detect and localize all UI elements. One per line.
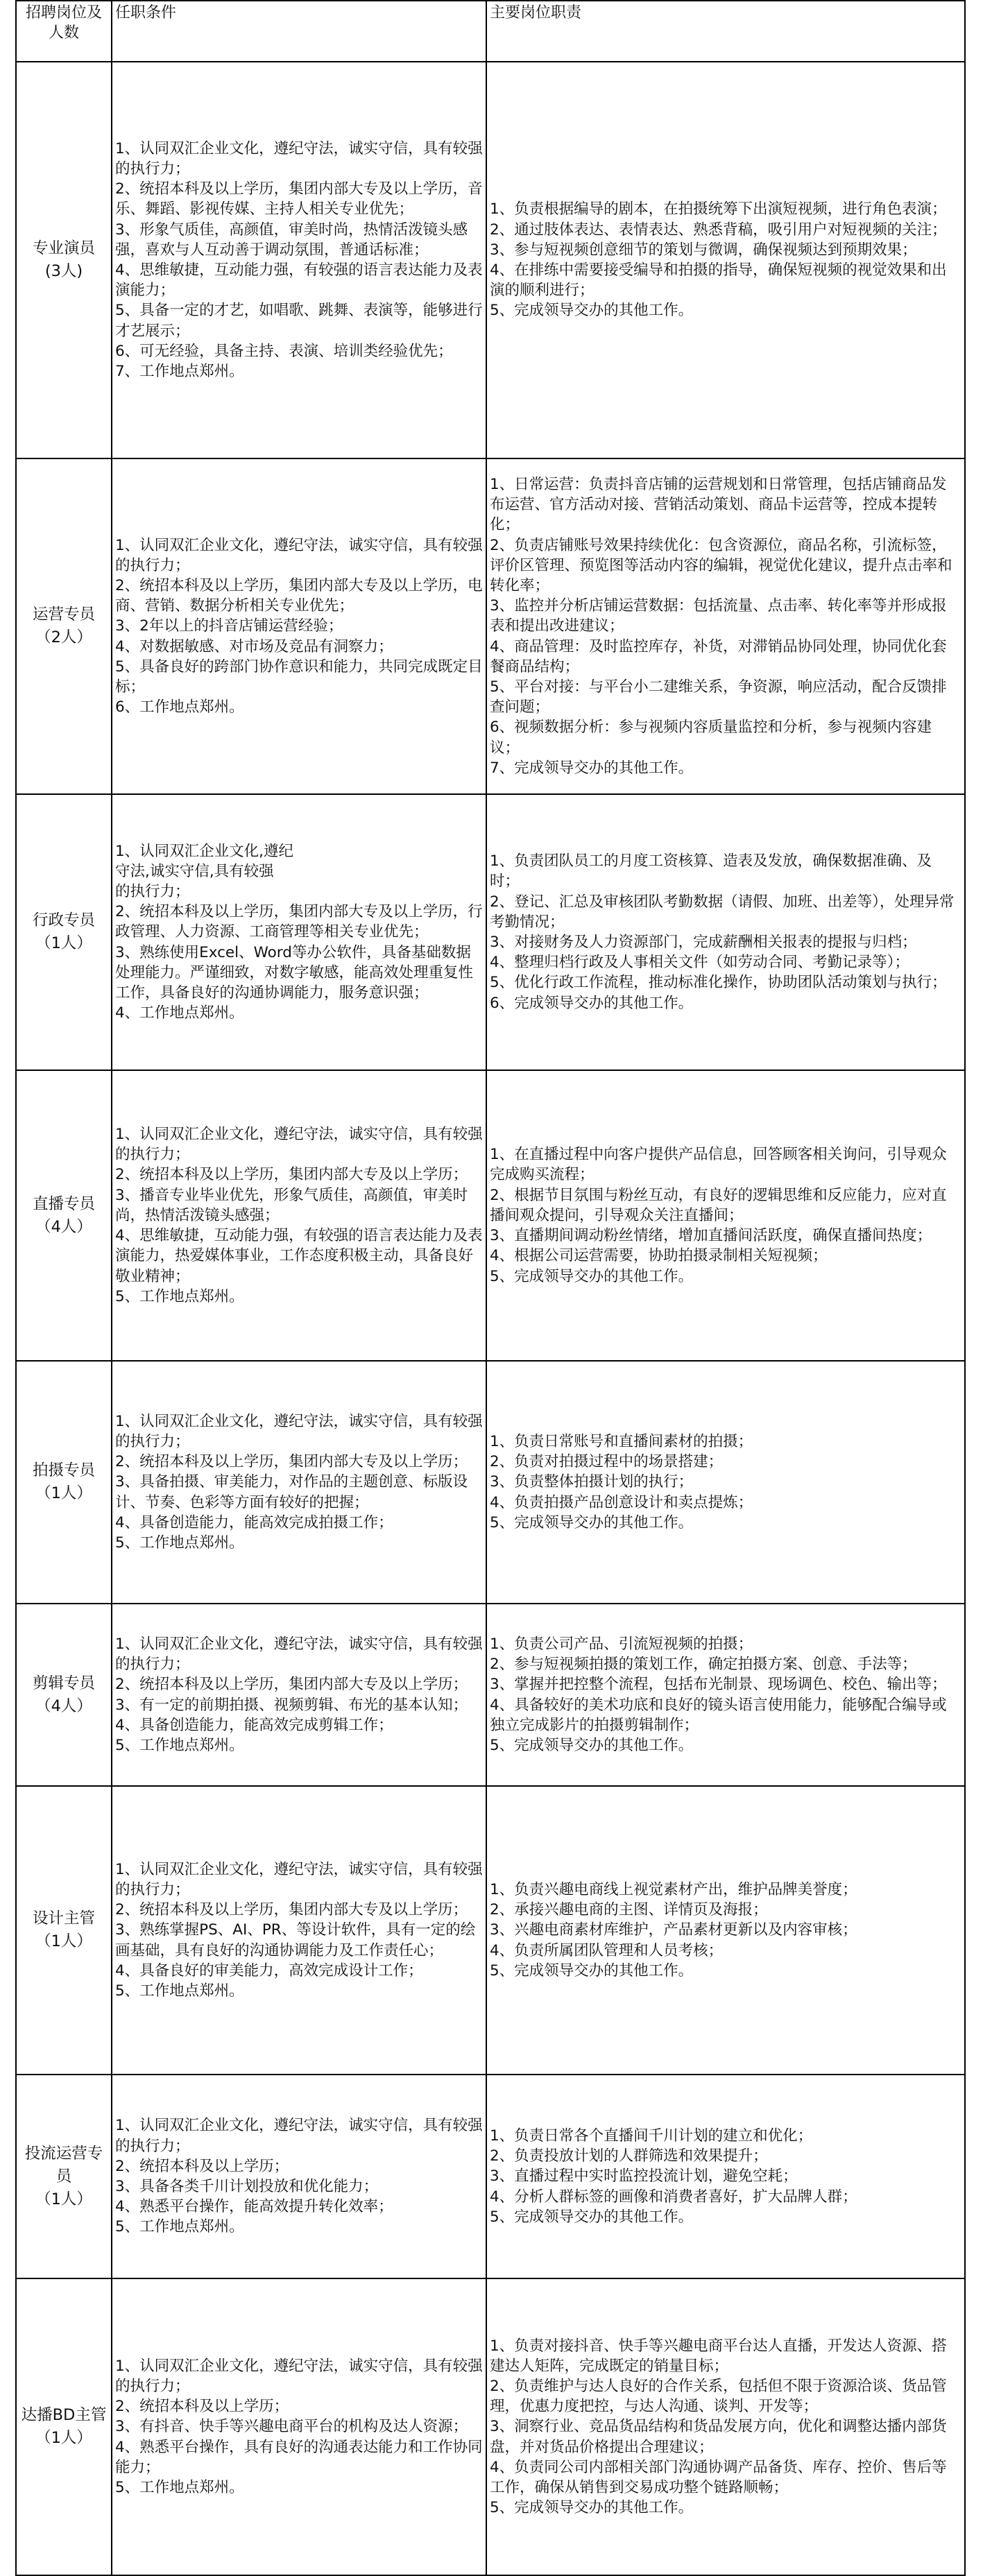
position-cell bbox=[16, 1361, 112, 1604]
duty-item: 4、整理归档行政及人事相关文件（如劳动合同、考勤记录等）； bbox=[490, 954, 909, 972]
duty-item: 4、商品管理：及时监控库存，补货，对滞销品协同处理，协同优化套餐商品结构； bbox=[490, 637, 947, 676]
position-name: 直播专员 bbox=[32, 1194, 95, 1213]
requirement-item: 3、具备拍摄、审美能力，对作品的主题创意、标版设计、节奏、色彩等方面有较好的把握； bbox=[115, 1473, 468, 1511]
duties-cell bbox=[486, 62, 965, 458]
duty-item: 1、日常运营：负责抖音店铺的运营规划和日常管理，包括店铺商品发布运营、官方活动对接、营销活动策划、商品卡运营等，控成本提转化； bbox=[490, 475, 947, 534]
requirement-item: 1、认同双汇企业文化，遵纪守法，诚实守信，具有较强的执行力； bbox=[115, 536, 483, 574]
duty-item: 1、负责兴趣电商线上视觉素材产出，维护品牌美誉度； bbox=[490, 1880, 857, 1898]
requirement-item: 1、认同双汇企业文化，遵纪守法，诚实守信，具有较强的执行力； bbox=[115, 1126, 483, 1164]
position-cell bbox=[16, 1786, 112, 2075]
requirement-item: 4、工作地点郑州。 bbox=[115, 1004, 244, 1022]
duty-item: 2、负责店铺账号效果持续优化：包含资源位，商品名称，引流标签，评价区管理、预览图等活动内容的编辑，视觉优化建议，提升点击率和转化率； bbox=[490, 536, 952, 594]
requirement-item: 1、认同双汇企业文化，遵纪守法，诚实守信，具有较强的执行力； bbox=[115, 1412, 483, 1450]
requirements-cell bbox=[112, 2075, 486, 2278]
duty-item: 2、负责维护与达人良好的合作关系，包括但不限于资源洽谈、货品管理，优惠力度把控，与达人沟通、谈判、开发等； bbox=[490, 2377, 947, 2416]
duty-item: 1、负责日常账号和直播间素材的拍摄； bbox=[490, 1432, 753, 1450]
duty-item: 7、完成领导交办的其他工作。 bbox=[490, 759, 694, 777]
table-row bbox=[16, 458, 965, 794]
requirement-item: 2、统招本科及以上学历，集团内部大专及以上学历，音乐、舞蹈、影视传媒、主持人相关专业优先； bbox=[115, 180, 483, 218]
table-row bbox=[16, 2075, 965, 2278]
table-row bbox=[16, 1604, 965, 1786]
duty-item: 5、完成领导交办的其他工作。 bbox=[490, 2499, 694, 2517]
header-requirements: 任职条件 bbox=[112, 1, 486, 62]
requirement-item: 4、对数据敏感、对市场及竞品有洞察力； bbox=[115, 637, 393, 655]
requirement-item: 1、认同双汇企业文化，遵纪守法，诚实守信，具有较强的执行力； bbox=[115, 2117, 483, 2155]
position-headcount: （4人） bbox=[35, 1697, 92, 1715]
duty-item: 2、根据节目氛围与粉丝互动，有良好的逻辑思维和反应能力，应对直播间观众提问，引导观众关注直播间； bbox=[490, 1186, 947, 1224]
duty-item: 6、完成领导交办的其他工作。 bbox=[490, 994, 694, 1012]
duty-item: 3、洞察行业、竞品货品结构和货品发展方向，优化和调整达播内部货盘，并对货品价格提出合理建议； bbox=[490, 2418, 947, 2456]
requirement-item: 3、熟练使用Excel、Word等办公软件，具备基础数据处理能力。严谨细致，对数字敏感，能高效处理重复性工作，具备良好的沟通协调能力，服务意识强； bbox=[115, 943, 474, 1002]
requirement-item: 4、思维敏捷，互动能力强，有较强的语言表达能力及表演能力，热爱媒体事业，工作态度积极主动，具备良好敬业精神； bbox=[115, 1227, 483, 1285]
requirement-item: 6、可无经验，具备主持、表演、培训类经验优先； bbox=[115, 342, 453, 360]
duty-item: 3、对接财务及人力资源部门，完成薪酬相关报表的提报与归档； bbox=[490, 934, 917, 951]
requirement-item: 4、具备良好的审美能力，高效完成设计工作； bbox=[115, 1961, 423, 1980]
duty-item: 5、完成领导交办的其他工作。 bbox=[490, 302, 694, 320]
duty-item: 4、具备较好的美术功底和良好的镜头语言使用能力，能够配合编导或独立完成影片的拍摄剪辑制作； bbox=[490, 1696, 947, 1734]
requirement-item: 5、具备良好的跨部门协作意识和能力，共同完成既定目标； bbox=[115, 658, 483, 696]
requirement-item: 2、统招本科及以上学历，集团内部大专及以上学历； bbox=[115, 1453, 468, 1471]
requirement-item: 1、认同双汇企业文化，遵纪守法，诚实守信，具有较强的执行力； bbox=[115, 139, 483, 178]
requirement-item: 3、播音专业毕业优先，形象气质佳，高颜值，审美时尚，热情活泼镜头感强； bbox=[115, 1186, 468, 1224]
position-headcount: （1人） bbox=[35, 1484, 92, 1502]
requirements-cell bbox=[112, 794, 486, 1070]
recruitment-table bbox=[15, 0, 966, 2576]
requirement-item: 守法,诚实守信,具有较强 bbox=[115, 862, 274, 880]
requirements-cell bbox=[112, 458, 486, 794]
position-name: 设计主管 bbox=[32, 1909, 95, 1927]
requirement-item: 4、思维敏捷，互动能力强，有较强的语言表达能力及表演能力； bbox=[115, 261, 483, 300]
requirement-item: 5、工作地点郑州。 bbox=[115, 1736, 244, 1754]
position-headcount: （1人） bbox=[35, 2190, 92, 2208]
requirement-item: 1、认同双汇企业文化，遵纪守法，诚实守信，具有较强的执行力； bbox=[115, 1860, 483, 1898]
duty-item: 4、负责同公司内部相关部门沟通协调产品备货、库存、控价、售后等工作，确保从销售到交易成功整个链路顺畅； bbox=[490, 2458, 947, 2496]
position-cell bbox=[16, 458, 112, 794]
duty-item: 2、负责投放计划的人群筛选和效果提升； bbox=[490, 2147, 768, 2165]
requirements-cell bbox=[112, 1361, 486, 1604]
duty-item: 6、视频数据分析：参与视频内容质量监控和分析，参与视频内容建议； bbox=[490, 719, 932, 757]
duty-item: 4、负责拍摄产品创意设计和卖点提炼； bbox=[490, 1493, 753, 1511]
requirement-item: 3、有一定的前期拍摄、视频剪辑、布光的基本认知； bbox=[115, 1696, 468, 1714]
requirement-item: 2、统招本科及以上学历，集团内部大专及以上学历，行政管理、人力资源、工商管理等相关专业优先； bbox=[115, 903, 483, 941]
duty-item: 5、平台对接：与平台小二建维关系，争资源，响应活动，配合反馈排查问题； bbox=[490, 678, 947, 716]
requirement-item: 5、工作地点郑州。 bbox=[115, 1287, 244, 1305]
duty-item: 1、负责根据编导的剧本，在拍摄统筹下出演短视频，进行角色表演； bbox=[490, 200, 947, 218]
duty-item: 1、负责公司产品、引流短视频的拍摄； bbox=[490, 1635, 753, 1653]
requirement-item: 4、熟悉平台操作，能高效提升转化效率； bbox=[115, 2198, 393, 2216]
position-headcount: （1人） bbox=[35, 1932, 92, 1950]
table-header-row bbox=[16, 1, 965, 62]
table-row bbox=[16, 2278, 965, 2575]
duty-item: 4、分析人群标签的画像和消费者喜好，扩大品牌人群； bbox=[490, 2188, 857, 2206]
requirement-item: 2、统招本科及以上学历，集团内部大专及以上学历； bbox=[115, 1166, 468, 1184]
duty-item: 5、完成领导交办的其他工作。 bbox=[490, 2208, 694, 2226]
duties-cell bbox=[486, 794, 965, 1070]
duty-item: 5、完成领导交办的其他工作。 bbox=[490, 1736, 694, 1754]
requirement-item: 1、认同双汇企业文化，遵纪守法，诚实守信，具有较强的执行力； bbox=[115, 1635, 483, 1674]
recruitment-document bbox=[15, 0, 964, 2576]
duty-item: 5、优化行政工作流程，推动标准化操作，协助团队活动策划与执行； bbox=[490, 974, 947, 992]
header-duties: 主要岗位职责 bbox=[486, 1, 965, 62]
duty-item: 4、根据公司运营需要，协助拍摄录制相关短视频； bbox=[490, 1247, 828, 1265]
requirement-item: 3、2年以上的抖音店铺运营经验； bbox=[115, 617, 343, 635]
duties-cell bbox=[486, 458, 965, 794]
requirement-item: 5、工作地点郑州。 bbox=[115, 2218, 244, 2236]
position-cell bbox=[16, 62, 112, 458]
duty-item: 3、掌握并把控整个流程，包括布光制景、现场调色、校色、输出等； bbox=[490, 1676, 947, 1694]
position-cell bbox=[16, 2075, 112, 2278]
position-cell bbox=[16, 2278, 112, 2575]
requirement-item: 2、统招本科及以上学历； bbox=[115, 2398, 289, 2416]
duties-cell bbox=[486, 1604, 965, 1786]
header-position: 招聘岗位及人数 bbox=[16, 1, 112, 62]
duty-item: 3、兴趣电商素材库维护，产品素材更新以及内容审核； bbox=[490, 1921, 857, 1939]
requirements-cell bbox=[112, 1786, 486, 2075]
duty-item: 1、负责团队员工的月度工资核算、造表及发放，确保数据准确、及时； bbox=[490, 852, 932, 891]
duty-item: 3、监控并分析店铺运营数据：包括流量、点击率、转化率等并形成报表和提出改进建议； bbox=[490, 597, 947, 635]
requirement-item: 7、工作地点郑州。 bbox=[115, 363, 244, 381]
duty-item: 2、参与短视频拍摄的策划工作，确定拍摄方案、创意、手法等； bbox=[490, 1656, 917, 1674]
duties-cell bbox=[486, 1786, 965, 2075]
position-name: 达播BD主管 bbox=[21, 2406, 107, 2424]
duty-item: 2、通过肢体表达、表情表达、熟悉背稿，吸引用户对短视频的关注； bbox=[490, 221, 947, 239]
requirement-item: 2、统招本科及以上学历； bbox=[115, 2157, 289, 2175]
requirement-item: 2、统招本科及以上学历，集团内部大专及以上学历； bbox=[115, 1901, 468, 1919]
requirement-item: 5、工作地点郑州。 bbox=[115, 2479, 244, 2496]
position-headcount: （1人） bbox=[35, 934, 92, 952]
position-name: 运营专员 bbox=[32, 606, 95, 624]
requirement-item: 2、统招本科及以上学历，集团内部大专及以上学历； bbox=[115, 1676, 468, 1694]
duty-item: 3、直播期间调动粉丝情绪，增加直播间活跃度，确保直播间热度； bbox=[490, 1227, 932, 1245]
duties-cell bbox=[486, 1070, 965, 1361]
requirement-item: 6、工作地点郑州。 bbox=[115, 698, 244, 716]
table-row bbox=[16, 1786, 965, 2075]
table-row bbox=[16, 1361, 965, 1604]
position-headcount: （4人） bbox=[35, 1217, 92, 1236]
requirement-item: 1、认同双汇企业文化，遵纪守法，诚实守信，具有较强的执行力； bbox=[115, 2357, 483, 2395]
position-name: 行政专员 bbox=[32, 911, 95, 929]
requirement-item: 1、认同双汇企业文化,遵纪 bbox=[115, 842, 294, 860]
duty-item: 2、登记、汇总及审核团队考勤数据（请假、加班、出差等），处理异常考勤情况； bbox=[490, 893, 955, 931]
requirement-item: 5、工作地点郑州。 bbox=[115, 1534, 244, 1552]
requirement-item: 4、熟悉平台操作，具有良好的沟通表达能力和工作协同能力； bbox=[115, 2438, 483, 2476]
duty-item: 2、负责对拍摄过程中的场景搭建； bbox=[490, 1453, 724, 1471]
requirement-item: 3、熟练掌握PS、AI、PR、等设计软件，具有一定的绘画基础，具有良好的沟通协调能力及工作责任心； bbox=[115, 1921, 476, 1959]
position-name: 剪辑专员 bbox=[32, 1674, 95, 1692]
requirement-item: 3、有抖音、快手等兴趣电商平台的机构及达人资源； bbox=[115, 2418, 468, 2436]
duty-item: 2、承接兴趣电商的主图、详情页及海报； bbox=[490, 1901, 768, 1919]
requirement-item: 4、具备创造能力，能高效完成剪辑工作； bbox=[115, 1716, 393, 1734]
duty-item: 1、在直播过程中向客户提供产品信息，回答顾客相关询问，引导观众完成购买流程； bbox=[490, 1146, 947, 1184]
duties-cell bbox=[486, 2278, 965, 2575]
duty-item: 5、完成领导交办的其他工作。 bbox=[490, 1513, 694, 1531]
requirement-item: 3、形象气质佳，高颜值，审美时尚，热情活泼镜头感强，喜欢与人互动善于调动氛围，普通话标准； bbox=[115, 221, 468, 259]
requirements-cell bbox=[112, 62, 486, 458]
duty-item: 4、负责所属团队管理和人员考核； bbox=[490, 1941, 724, 1959]
requirement-item: 4、具备创造能力，能高效完成拍摄工作； bbox=[115, 1513, 393, 1531]
position-headcount: （1人） bbox=[35, 2429, 92, 2447]
table-row bbox=[16, 62, 965, 458]
requirements-cell bbox=[112, 1604, 486, 1786]
duty-item: 3、负责整体拍摄计划的执行； bbox=[490, 1473, 694, 1491]
position-cell bbox=[16, 1604, 112, 1786]
table-row bbox=[16, 794, 965, 1070]
duty-item: 5、完成领导交办的其他工作。 bbox=[490, 1267, 694, 1285]
duty-item: 1、负责对接抖音、快手等兴趣电商平台达人直播，开发达人资源、搭建达人矩阵，完成既定的销量目标； bbox=[490, 2337, 947, 2375]
position-cell bbox=[16, 794, 112, 1070]
position-name: 专业演员 bbox=[32, 239, 95, 257]
table-row bbox=[16, 1070, 965, 1361]
requirement-item: 5、工作地点郑州。 bbox=[115, 1982, 244, 2000]
duty-item: 4、在排练中需要接受编导和拍摄的指导，确保短视频的视觉效果和出演的顺利进行； bbox=[490, 261, 947, 300]
duty-item: 3、参与短视频创意细节的策划与微调，确保视频达到预期效果； bbox=[490, 241, 917, 259]
position-headcount: (3人) bbox=[44, 262, 83, 280]
duty-item: 5、完成领导交办的其他工作。 bbox=[490, 1961, 694, 1980]
duty-item: 1、负责日常各个直播间千川计划的建立和优化； bbox=[490, 2127, 813, 2145]
duty-item: 3、直播过程中实时监控投流计划，避免空耗； bbox=[490, 2167, 798, 2186]
position-name: 拍摄专员 bbox=[32, 1461, 95, 1479]
requirement-item: 3、具备各类千川计划投放和优化能力； bbox=[115, 2178, 379, 2195]
requirements-cell bbox=[112, 1070, 486, 1361]
position-headcount: （2人） bbox=[35, 628, 92, 646]
position-cell bbox=[16, 1070, 112, 1361]
requirements-cell bbox=[112, 2278, 486, 2575]
requirement-item: 的执行力； bbox=[115, 882, 190, 900]
duties-cell bbox=[486, 1361, 965, 1604]
duties-cell bbox=[486, 2075, 965, 2278]
requirement-item: 5、具备一定的才艺，如唱歌、跳舞、表演等，能够进行才艺展示； bbox=[115, 302, 483, 340]
position-name: 投流运营专员 bbox=[24, 2144, 103, 2186]
requirement-item: 2、统招本科及以上学历，集团内部大专及以上学历，电商、营销、数据分析相关专业优先； bbox=[115, 576, 483, 615]
